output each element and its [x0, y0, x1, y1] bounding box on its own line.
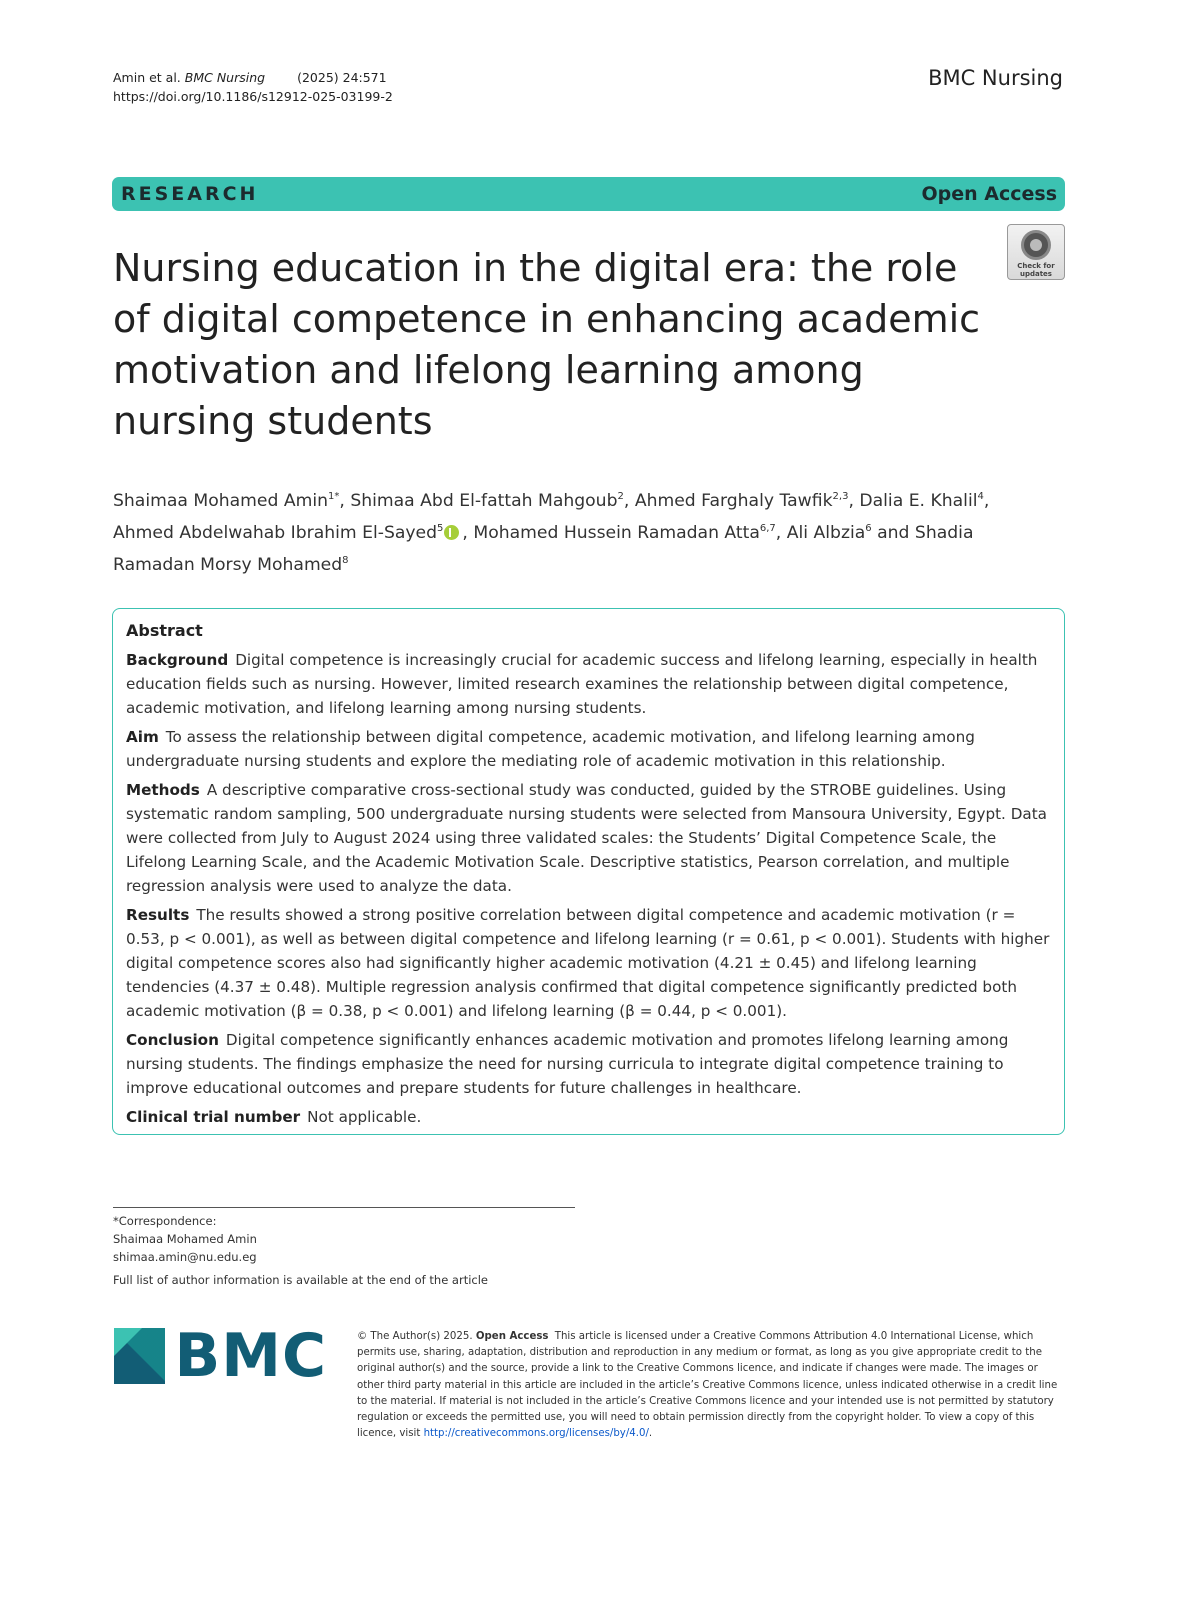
- copyright-text: © The Author(s) 2025.: [357, 1331, 473, 1342]
- author: Shimaa Abd El-fattah Mahgoub$^2$: [350, 491, 624, 511]
- abstract-trial-number: Clinical trial number Not applicable.: [126, 1108, 422, 1126]
- section-label: RESEARCH: [121, 183, 259, 205]
- author: Ahmed Farghaly Tawfik$^{2,3}$: [634, 491, 849, 511]
- author: Ali Albzia$^6$: [786, 523, 872, 543]
- author: Shadia Ramadan Morsy Mohamed$^8$: [113, 523, 974, 575]
- author: Shaimaa Mohamed Amin$^{1*}$: [113, 491, 340, 511]
- abstract-heading: Abstract: [126, 621, 203, 640]
- section-banner: [112, 177, 1065, 211]
- bmc-logo: [114, 1321, 327, 1391]
- correspondence-name: Shaimaa Mohamed Amin: [113, 1232, 257, 1246]
- bmc-logo-text: BMC: [174, 1321, 327, 1391]
- abstract-aim: Aim To assess the relationship between digital competence, academic motivation, and lifelong learning among undergraduate nursing students and explore the mediating role of academic motivation in this relationship.: [126, 728, 975, 770]
- abstract-results: Results The results showed a strong positive correlation between digital competence and academic motivation (r = 0.53, p < 0.001), as well as between digital competence and lifelong learning (r = 0.61, p < 0.001). Students with higher digital competence scores also had significantly higher academic motivation (4.21 ± 0.45) and lifelong learning tendencies (4.37 ± 0.48). Multiple regression analysis confirmed that digital competence significantly predicted both academic motivation (β = 0.38, p < 0.001) and lifelong learning (β = 0.44, p < 0.001).: [126, 906, 1050, 1020]
- footnote-divider: [113, 1207, 575, 1208]
- license-open-access: Open Access: [475, 1331, 549, 1342]
- license-link[interactable]: http://creativecommons.org/licenses/by/4.0/: [423, 1428, 649, 1440]
- license-text: This article is licensed under a Creative Commons Attribution 4.0 International License, which permits use, sharing, adaptation, distribution and reproduction in any medium or format, as long as you give appropriate credit to the original author(s) and the source, provide a link to the Creative Commons licence, and indicate if changes were made. The images or other third party material in this article are included in the article’s Creative Commons licence, unless indicated otherwise in a credit line to the material. If material is not included in the article’s Creative Commons licence and your intended use is not permitted by statutory regulation or exceeds the permitted use, you will need to obtain permission directly from the copyright holder. To view a copy of this licence, visit: [357, 1331, 1058, 1440]
- doi-link[interactable]: https://doi.org/10.1186/s12912-025-03199-2: [113, 89, 393, 104]
- author: Mohamed Hussein Ramadan Atta$^{6,7}$: [473, 523, 776, 543]
- bmc-logo-icon: [114, 1328, 165, 1384]
- author-info-note: Full list of author information is available at the end of the article: [113, 1273, 488, 1287]
- open-access-label: Open Access: [921, 183, 1057, 205]
- orcid-icon[interactable]: [444, 525, 459, 540]
- check-updates-icon: [1021, 230, 1051, 260]
- correspondence-label: *Correspondence:: [113, 1214, 217, 1228]
- abstract-box: [112, 608, 1065, 1135]
- abstract-methods: Methods A descriptive comparative cross-sectional study was conducted, guided by the STROBE guidelines. Using systematic random sampling, 500 undergraduate nursing students were selected from Mansoura University, Egypt. Data were collected from July to August 2024 using three validated scales: the Students’ Digital Competence Scale, the Lifelong Learning Scale, and the Academic Motivation Scale. Descriptive statistics, Pearson correlation, and multiple regression analysis were used to analyze the data.: [126, 781, 1047, 895]
- abstract-background: Background Digital competence is increasingly crucial for academic success and lifelong learning, especially in health education fields such as nursing. However, limited research examines the relationship between digital competence, academic motivation, and lifelong learning among nursing students.: [126, 651, 1038, 717]
- citation-year: (2025) 24:571: [297, 70, 387, 85]
- citation-authors: Amin et al.: [113, 70, 181, 85]
- correspondence-email[interactable]: shimaa.amin@nu.edu.eg: [113, 1250, 257, 1264]
- author-list: Shaimaa Mohamed Amin$^{1*}$, Shimaa Abd El-fattah Mahgoub$^2$, Ahmed Farghaly Tawfik$^{2,3}$, Dalia E. Khalil$^4$, Ahmed Abdelwahab Ibrahim El-Sayed$^5$ , Mohamed Hussein Ramadan Atta$^{6,7}$, Ali Albzia$^6$ and Shadia Ramadan Morsy Mohamed$^8$: [113, 491, 990, 575]
- author: Ahmed Abdelwahab Ibrahim El-Sayed$^5$: [113, 523, 444, 543]
- correspondence-note: [113, 1212, 257, 1266]
- check-updates-label-1: Check for: [1017, 262, 1055, 270]
- check-for-updates-button[interactable]: [1007, 224, 1065, 280]
- author: Dalia E. Khalil$^4$: [859, 491, 984, 511]
- article-title: Nursing education in the digital era: the role of digital competence in enhancing academic motivation and lifelong learning among nursing students: [113, 246, 981, 443]
- citation-journal: BMC Nursing: [184, 70, 266, 85]
- abstract-conclusion: Conclusion Digital competence significantly enhances academic motivation and promotes lifelong learning among nursing students. The findings emphasize the need for nursing curricula to integrate digital competence training to improve educational outcomes and prepare students for future challenges in healthcare.: [126, 1031, 1009, 1097]
- journal-name: BMC Nursing: [928, 66, 1063, 90]
- article-citation: [113, 68, 393, 106]
- license-statement: © The Author(s) 2025. Open Access This article is licensed under a Creative Commons Attribution 4.0 International License, which permits use, sharing, adaptation, distribution and reproduction in any medium or format, as long as you give appropriate credit to the original author(s) and the source, provide a link to the Creative Commons licence, and indicate if changes were made. The images or other third party material in this article are included in the article’s Creative Commons licence, unless indicated otherwise in a credit line to the material. If material is not included in the article’s Creative Commons licence and your intended use is not permitted by statutory regulation or exceeds the permitted use, you will need to obtain permission directly from the copyright holder. To view a copy of this licence, visit http://creativecommons.org/licenses/by/4.0/.: [357, 1331, 1058, 1440]
- check-updates-label-2: updates: [1019, 270, 1052, 278]
